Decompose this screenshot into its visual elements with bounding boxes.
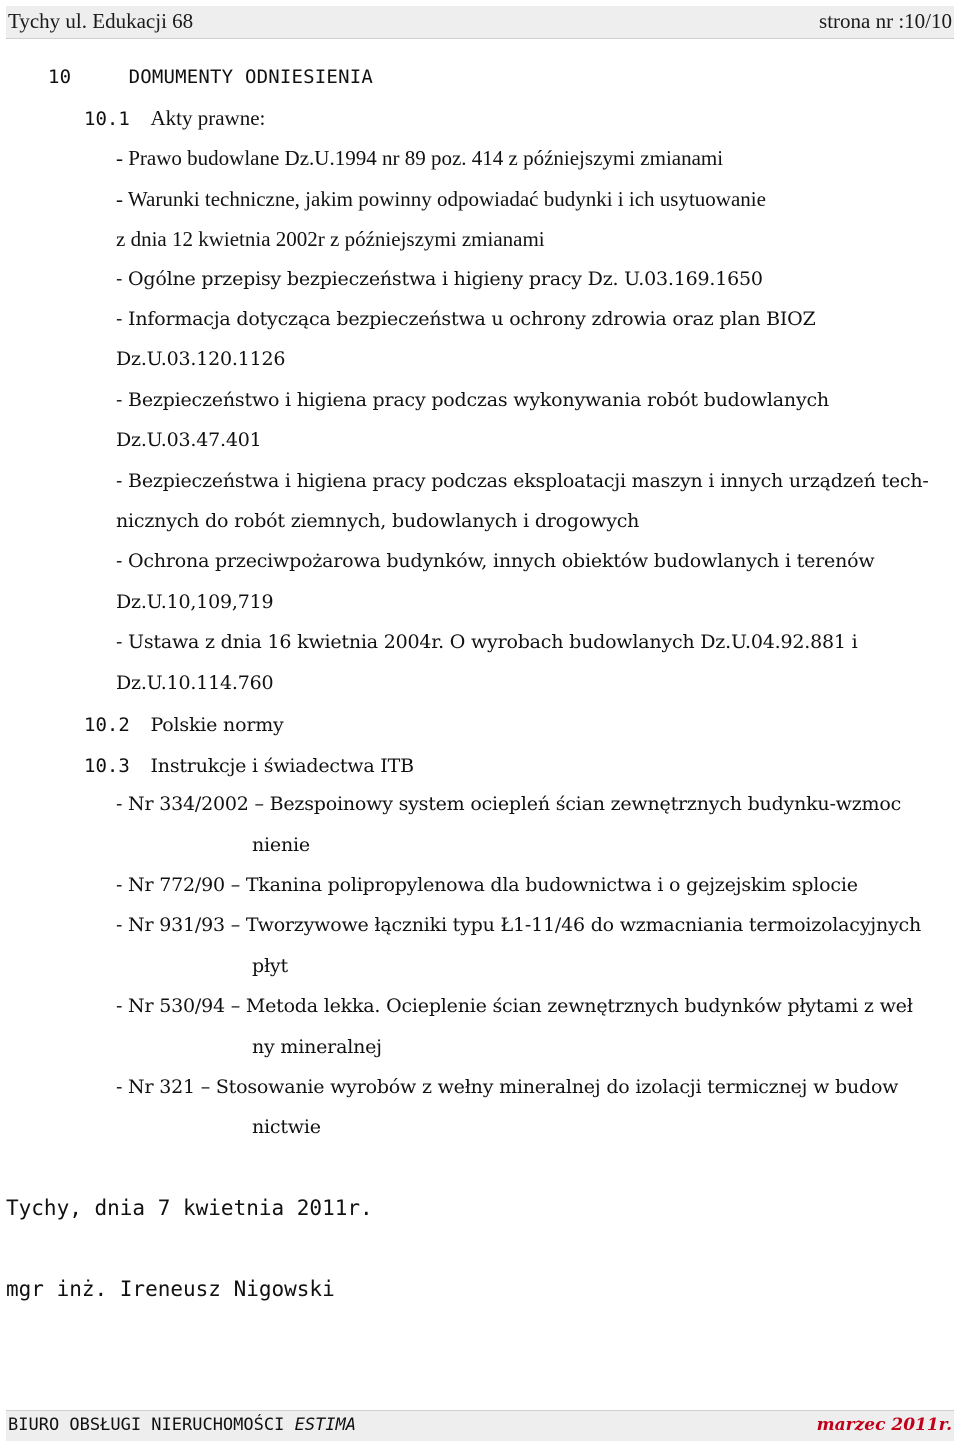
subsection-number: 10.1 <box>84 108 130 130</box>
act-line: Dz.U.03.47.401 <box>116 429 262 451</box>
itb-line: - Nr 334/2002 – Bezspoinowy system ociepleń ścian zewnętrznych budynku-wzmoc <box>116 793 902 815</box>
subsection-number: 10.2 <box>84 714 130 736</box>
page-header <box>6 6 954 39</box>
author-signature: mgr inż. Ireneusz Nigowski <box>6 1277 335 1301</box>
act-line: - Ochrona przeciwpożarowa budynków, innych obiektów budowlanych i terenów <box>116 550 875 572</box>
itb-line: płyt <box>252 955 288 977</box>
itb-line: - Nr 530/94 – Metoda lekka. Ocieplenie ścian zewnętrznych budynków płytami z weł <box>116 995 913 1017</box>
itb-line: - Nr 772/90 – Tkanina polipropylenowa dla budownictwa i o gejzejskim splocie <box>116 874 858 896</box>
place-date: Tychy, dnia 7 kwietnia 2011r. <box>6 1196 373 1220</box>
act-line: Dz.U.03.120.1126 <box>116 348 286 370</box>
itb-line: nictwie <box>252 1116 321 1138</box>
act-line: Dz.U.10.114.760 <box>116 672 274 694</box>
section-heading <box>48 66 373 88</box>
itb-line: - Nr 931/93 – Tworzywowe łączniki typu Ł1-11/46 do wzmacniania termoizolacyjnych <box>116 914 921 936</box>
header-page-number: strona nr :10/10 <box>819 9 952 33</box>
section-number: 10 <box>48 66 72 88</box>
subsection-title: Polskie normy <box>150 714 284 736</box>
act-line: - Ustawa z dnia 16 kwietnia 2004r. O wyrobach budowlanych Dz.U.04.92.881 i <box>116 631 858 653</box>
header-address: Tychy ul. Edukacji 68 <box>8 9 194 33</box>
subsection-number: 10.3 <box>84 755 130 777</box>
act-line: - Ogólne przepisy bezpieczeństwa i higieny pracy Dz. U.03.169.1650 <box>116 268 763 290</box>
footer-company-brand: ESTIMA <box>294 1415 357 1435</box>
page-footer <box>6 1410 954 1441</box>
act-line: Dz.U.10,109,719 <box>116 591 274 613</box>
subsection-title: Instrukcje i świadectwa ITB <box>150 755 414 777</box>
footer-company <box>8 1415 356 1435</box>
act-line: - Warunki techniczne, jakim powinny odpowiadać budynki i ich usytuowanie <box>116 187 766 211</box>
act-line: - Prawo budowlane Dz.U.1994 nr 89 poz. 414 z późniejszymi zmianami <box>116 146 724 170</box>
itb-line: - Nr 321 – Stosowanie wyrobów z wełny mineralnej do izolacji termicznej w budow <box>116 1076 899 1098</box>
itb-line: ny mineralnej <box>252 1036 382 1058</box>
itb-line: nienie <box>252 834 310 856</box>
section-title: DOMUMENTY ODNIESIENIA <box>128 66 373 88</box>
subsection-title: Akty prawne: <box>150 106 266 130</box>
subsection-heading-itb <box>84 753 414 777</box>
act-line: - Bezpieczeństwa i higiena pracy podczas eksploatacji maszyn i innych urządzeń tech- <box>116 470 929 492</box>
act-line: z dnia 12 kwietnia 2002r z późniejszymi zmianami <box>116 227 545 251</box>
act-line: - Informacja dotycząca bezpieczeństwa u ochrony zdrowia oraz plan BIOZ <box>116 308 816 330</box>
act-line: - Bezpieczeństwo i higiena pracy podczas wykonywania robót budowlanych <box>116 389 829 411</box>
act-line: nicznych do robót ziemnych, budowlanych i drogowych <box>116 510 640 532</box>
footer-date: marzec 2011r. <box>816 1415 952 1435</box>
subsection-heading-norms <box>84 712 284 736</box>
footer-company-prefix: BIURO OBSŁUGI NIERUCHOMOŚCI <box>8 1415 285 1435</box>
subsection-heading-acts <box>84 106 265 131</box>
